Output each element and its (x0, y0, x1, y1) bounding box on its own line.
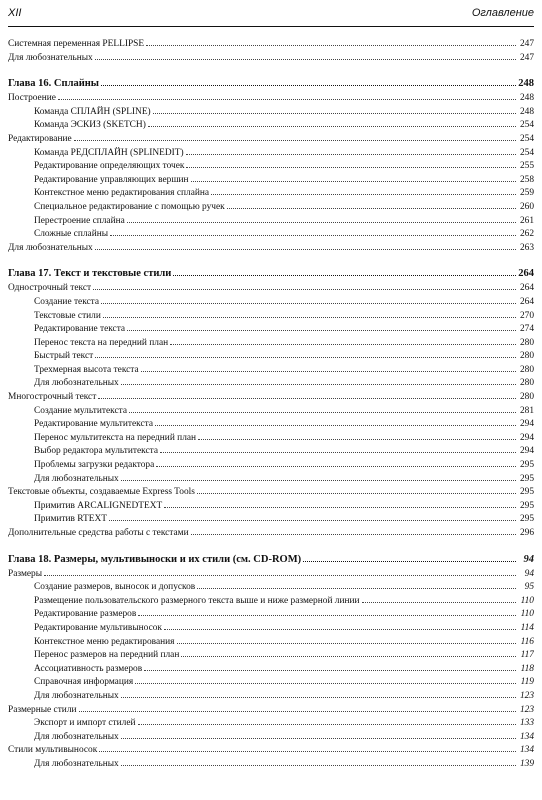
toc-entry[interactable] (8, 296, 534, 310)
toc-entry-title: Редактирование (8, 133, 72, 144)
toc-page-number: 295 (519, 514, 534, 525)
toc-entry[interactable] (8, 663, 534, 677)
toc-entry-title: Текстовые стили (34, 310, 101, 321)
toc-entry-title: Глава 17. Текст и текстовые стили (8, 268, 172, 280)
toc-leader-dots (121, 384, 516, 385)
toc-entry[interactable] (8, 133, 534, 147)
toc-entry-title: Для любознательных (34, 378, 119, 389)
toc-leader-dots (95, 249, 516, 250)
toc-page-number: 94 (523, 553, 534, 565)
toc-chapter-entry[interactable] (8, 76, 534, 92)
toc-entry[interactable] (8, 758, 534, 772)
toc-page-number: 248 (519, 93, 534, 104)
toc-entry-title: Специальное редактирование с помощью ручек (34, 201, 225, 212)
toc-entry-title: Текстовые объекты, создаваемые Express Tools (8, 487, 195, 498)
toc-entry[interactable] (8, 744, 534, 758)
toc-entry-title: Команда СПЛАЙН (SPLINE) (34, 106, 151, 117)
toc-leader-dots (127, 330, 516, 331)
toc-entry[interactable] (8, 473, 534, 487)
toc-page-number: 114 (520, 622, 534, 633)
toc-leader-dots (197, 493, 516, 494)
toc-leader-dots (211, 194, 516, 195)
toc-page-number: 110 (520, 595, 534, 606)
toc-page-number: 295 (519, 500, 534, 511)
toc-entry[interactable] (8, 337, 534, 351)
toc-leader-dots (121, 697, 516, 698)
page-header (8, 4, 534, 27)
toc-leader-dots (146, 45, 516, 46)
toc-entry-title: Команда РЕДСПЛАЙН (SPLINEDIT) (34, 147, 184, 158)
toc-entry[interactable] (8, 581, 534, 595)
toc-entry-title: Стили мультивыносок (8, 745, 98, 756)
toc-entry-title: Редактирование определяющих точек (34, 161, 185, 172)
toc-page-number: 270 (519, 310, 534, 321)
toc-entry-title: Примитив RTEXT (34, 514, 107, 525)
toc-entry[interactable] (8, 486, 534, 500)
toc-entry[interactable] (8, 147, 534, 161)
toc-page-number: 94 (524, 568, 534, 579)
toc-entry-title: Глава 16. Сплайны (8, 78, 100, 90)
toc-leader-dots (303, 561, 516, 562)
toc-leader-dots (121, 738, 516, 739)
toc-leader-dots (101, 85, 516, 86)
toc-leader-dots (135, 683, 516, 684)
toc-page-number: 280 (519, 392, 534, 403)
toc-page-number: 110 (520, 609, 534, 620)
toc-leader-dots (160, 452, 516, 453)
toc-entry[interactable] (8, 717, 534, 731)
toc-leader-dots (362, 602, 516, 603)
toc-page-number: 295 (519, 487, 534, 498)
toc-leader-dots (103, 317, 516, 318)
toc-page-number: 280 (519, 364, 534, 375)
toc-entry[interactable] (8, 119, 534, 133)
toc-leader-dots (153, 113, 516, 114)
toc-leader-dots (79, 711, 516, 712)
toc-entry[interactable] (8, 405, 534, 419)
toc-entry-title: Однострочный текст (8, 283, 92, 294)
toc-entry-title: Перенос размеров на передний план (34, 650, 180, 661)
toc-entry-title: Для любознательных (34, 758, 119, 769)
toc-leader-dots (186, 154, 516, 155)
toc-page-number: 281 (519, 405, 534, 416)
toc-leader-dots (95, 59, 516, 60)
toc-entry[interactable] (8, 704, 534, 718)
toc-page-number: 264 (519, 283, 534, 294)
toc-page-number: 262 (519, 229, 534, 240)
toc-entry-title: Трехмерная высота текста (34, 364, 139, 375)
toc-entry[interactable] (8, 418, 534, 432)
toc-page-number: 248 (519, 106, 534, 117)
toc-page-number: 294 (519, 419, 534, 430)
toc-entry-title: Перестроение сплайна (34, 215, 125, 226)
toc-page-number: 134 (519, 731, 534, 742)
toc-entry-title: Системная переменная PELLIPSE (8, 39, 145, 49)
toc-leader-dots (197, 588, 516, 589)
toc-page-number: 117 (520, 650, 534, 661)
toc-leader-dots (93, 289, 516, 290)
toc-entry[interactable] (8, 92, 534, 106)
toc-page-number: 261 (519, 215, 534, 226)
toc-page-number: 95 (524, 582, 534, 593)
toc-entry[interactable] (8, 690, 534, 704)
toc-page-number: 280 (519, 378, 534, 389)
toc-entry[interactable] (8, 622, 534, 636)
toc-entry[interactable] (8, 391, 534, 405)
toc-leader-dots (227, 208, 516, 209)
toc-entry[interactable] (8, 282, 534, 296)
toc-entry[interactable] (8, 445, 534, 459)
page-number-roman: XII (8, 7, 22, 19)
toc-entry-title: Ассоциативность размеров (34, 663, 143, 674)
section-gap (8, 65, 534, 76)
toc-entry[interactable] (8, 731, 534, 745)
toc-entry-title: Для любознательных (34, 731, 119, 742)
section-title: Оглавление (471, 7, 534, 19)
toc-entry-title: Примитив ARCALIGNEDTEXT (34, 500, 163, 511)
toc-entry-title: Для любознательных (34, 690, 119, 701)
toc-page-number: 139 (519, 758, 534, 769)
toc-leader-dots (110, 235, 516, 236)
toc-leader-dots (99, 751, 516, 752)
toc-leader-dots (127, 222, 516, 223)
table-of-contents (8, 38, 534, 772)
toc-entry[interactable] (8, 636, 534, 650)
toc-page-number: 264 (518, 268, 534, 280)
toc-page-number: 280 (519, 337, 534, 348)
toc-page-number: 118 (520, 663, 534, 674)
toc-entry[interactable] (8, 310, 534, 324)
toc-entry-title: Дополнительные средства работы с текстами (8, 528, 189, 538)
toc-entry-title: Для любознательных (8, 52, 93, 63)
toc-page-number: 247 (519, 52, 534, 63)
toc-page-number: 264 (519, 296, 534, 307)
toc-entry-title: Перенос текста на передний план (34, 337, 169, 348)
toc-entry[interactable] (8, 432, 534, 446)
toc-entry[interactable] (8, 608, 534, 622)
toc-leader-dots (186, 167, 516, 168)
toc-entry-title: Сложные сплайны (34, 229, 109, 240)
toc-page-number: 260 (519, 201, 534, 212)
toc-leader-dots (191, 534, 516, 535)
toc-leader-dots (58, 99, 516, 100)
toc-chapter-entry[interactable] (8, 552, 534, 568)
toc-leader-dots (198, 439, 516, 440)
toc-leader-dots (101, 303, 516, 304)
toc-entry[interactable] (8, 527, 534, 541)
toc-entry[interactable] (8, 364, 534, 378)
toc-page-number: 116 (520, 636, 534, 647)
toc-leader-dots (109, 520, 516, 521)
section-gap (8, 255, 534, 266)
toc-entry[interactable] (8, 52, 534, 66)
toc-entry[interactable] (8, 676, 534, 690)
toc-page-number: 247 (519, 39, 534, 49)
toc-entry[interactable] (8, 513, 534, 527)
toc-leader-dots (138, 615, 516, 616)
toc-page-number: 248 (518, 78, 534, 90)
toc-entry[interactable] (8, 500, 534, 514)
section-gap (8, 541, 534, 552)
toc-entry-title: Создание текста (34, 296, 100, 307)
toc-leader-dots (148, 126, 516, 127)
toc-entry[interactable] (8, 350, 534, 364)
toc-leader-dots (74, 140, 516, 141)
toc-entry-title: Глава 18. Размеры, мультивыноски и их стили (см. CD-ROM) (8, 553, 302, 565)
toc-page-number: 295 (519, 473, 534, 484)
toc-entry[interactable] (8, 201, 534, 215)
toc-entry[interactable] (8, 459, 534, 473)
toc-page-number: 296 (519, 528, 534, 538)
toc-entry-title: Контекстное меню редактирования (34, 636, 175, 647)
toc-entry-title: Экспорт и импорт стилей (34, 718, 136, 729)
toc-entry[interactable] (8, 106, 534, 120)
toc-leader-dots (181, 656, 516, 657)
toc-page-number: 295 (519, 460, 534, 471)
toc-page-number: 274 (519, 324, 534, 335)
toc-page-number: 119 (520, 677, 534, 688)
toc-page-number: 294 (519, 446, 534, 457)
toc-page-number: 255 (519, 161, 534, 172)
toc-entry-title: Редактирование мультитекста (34, 419, 154, 430)
toc-entry[interactable] (8, 323, 534, 337)
toc-page-number: 258 (519, 174, 534, 185)
toc-leader-dots (129, 412, 516, 413)
toc-entry-title: Контекстное меню редактирования сплайна (34, 188, 210, 199)
toc-leader-dots (121, 765, 516, 766)
toc-entry[interactable] (8, 242, 534, 256)
toc-entry[interactable] (8, 160, 534, 174)
toc-page-number: 134 (519, 745, 534, 756)
toc-entry[interactable] (8, 174, 534, 188)
toc-chapter-entry[interactable] (8, 266, 534, 282)
toc-entry[interactable] (8, 568, 534, 582)
toc-entry[interactable] (8, 228, 534, 242)
toc-leader-dots (173, 275, 516, 276)
toc-entry[interactable] (8, 377, 534, 391)
toc-entry-title: Многострочный текст (8, 392, 97, 403)
toc-entry[interactable] (8, 187, 534, 201)
toc-leader-dots (164, 507, 516, 508)
toc-leader-dots (170, 344, 516, 345)
toc-leader-dots (144, 670, 516, 671)
toc-page-number: 254 (519, 120, 534, 131)
toc-leader-dots (156, 466, 516, 467)
toc-entry[interactable] (8, 38, 534, 52)
toc-entry-title: Построение (8, 93, 56, 104)
toc-entry-title: Перенос мультитекста на передний план (34, 432, 197, 443)
toc-entry-title: Редактирование текста (34, 324, 126, 335)
toc-leader-dots (191, 181, 516, 182)
toc-entry[interactable] (8, 595, 534, 609)
toc-entry-title: Быстрый текст (34, 351, 94, 362)
toc-leader-dots (121, 480, 516, 481)
toc-page-number: 123 (519, 704, 534, 715)
toc-leader-dots (164, 629, 516, 630)
toc-entry-title: Размещение пользовательского размерного текста выше и ниже размерной линии (34, 595, 360, 606)
toc-page-number: 263 (519, 242, 534, 253)
toc-leader-dots (177, 643, 517, 644)
toc-leader-dots (138, 724, 516, 725)
toc-entry-title: Размерные стили (8, 704, 77, 715)
toc-leader-dots (98, 398, 516, 399)
toc-entry-title: Создание мультитекста (34, 405, 127, 416)
toc-entry-title: Выбор редактора мультитекста (34, 446, 159, 457)
toc-page-number: 133 (519, 718, 534, 729)
toc-leader-dots (141, 371, 516, 372)
toc-entry-title: Справочная информация (34, 677, 134, 688)
toc-entry-title: Команда ЭСКИЗ (SKETCH) (34, 120, 146, 131)
toc-entry-title: Создание размеров, выносок и допусков (34, 582, 196, 593)
toc-page-number: 280 (519, 351, 534, 362)
toc-page-number: 259 (519, 188, 534, 199)
toc-page-number: 294 (519, 432, 534, 443)
toc-entry-title: Для любознательных (34, 473, 119, 484)
toc-leader-dots (95, 357, 516, 358)
toc-leader-dots (44, 575, 516, 576)
toc-entry-title: Для любознательных (8, 242, 93, 253)
toc-leader-dots (155, 425, 516, 426)
toc-entry-title: Редактирование размеров (34, 609, 137, 620)
toc-entry-title: Редактирование управляющих вершин (34, 174, 189, 185)
toc-entry[interactable] (8, 649, 534, 663)
toc-page-number: 254 (519, 133, 534, 144)
toc-entry-title: Редактирование мультивыносок (34, 622, 162, 633)
toc-page-number: 254 (519, 147, 534, 158)
toc-entry-title: Проблемы загрузки редактора (34, 460, 155, 471)
toc-page-number: 123 (519, 690, 534, 701)
toc-entry-title: Размеры (8, 568, 43, 579)
toc-entry[interactable] (8, 215, 534, 229)
